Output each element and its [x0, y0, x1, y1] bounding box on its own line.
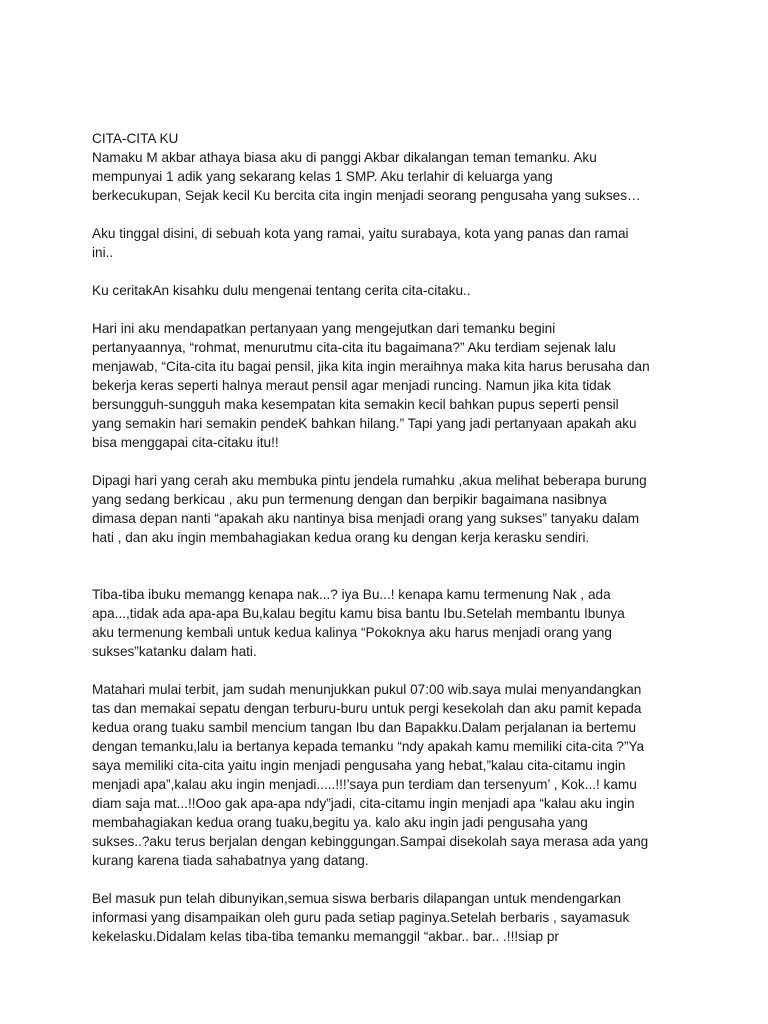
document-title: CITA-CITA KU — [92, 131, 179, 146]
text-line: Dipagi hari yang cerah aku membuka pintu jendela rumahku ,akua melihat beberapa burung — [92, 473, 647, 488]
text-line: informasi yang disampaikan oleh guru pada setiap paginya.Setelah berbaris , sayamasuk — [92, 910, 630, 925]
text-line: apa...,tidak ada apa-apa Bu,kalau begitu kamu bisa bantu Ibu.Setelah membantu Ibunya — [92, 606, 625, 621]
text-line: yang semakin hari semakin pendeK bahkan hilang.” Tapi yang jadi pertanyaan apakah aku — [92, 416, 637, 431]
text-line: mempunyai 1 adik yang sekarang kelas 1 SMP. Aku terlahir di keluarga yang — [92, 169, 553, 184]
paragraph-story-intro — [92, 281, 692, 300]
text-line: Tiba-tiba ibuku memangg kenapa nak...? iya Bu...! kenapa kamu termenung Nak , ada — [92, 587, 611, 602]
text-line: sukses..?aku terus berjalan dengan kebinggungan.Sampai disekolah saya merasa ada yang — [92, 834, 649, 849]
text-line: bersungguh-sungguh maka kesempatan kita semakin kecil bahkan pupus seperti pensil — [92, 397, 619, 412]
text-line: aku termenung kembali untuk kedua kalinya “Pokoknya aku harus menjadi orang yang — [92, 625, 612, 640]
text-line: Namaku M akbar athaya biasa aku di panggi Akbar dikalangan teman temanku. Aku — [92, 150, 597, 165]
text-line: sukses”katanku dalam hati. — [92, 644, 257, 659]
text-line: Bel masuk pun telah dibunyikan,semua siswa berbaris dilapangan untuk mendengarkan — [92, 891, 621, 906]
text-line: bisa menggapai cita-citaku itu!! — [92, 435, 279, 450]
text-line: tas dan memakai sepatu dengan terburu-buru untuk pergi kesekolah dan aku pamit kepada — [92, 701, 642, 716]
paragraph-sunrise — [92, 680, 692, 870]
text-line: kurang karena tiada sahabatnya yang datang. — [92, 853, 369, 868]
text-line: dengan temanku,lalu ia bertanya kepada temanku “ndy apakah kamu memiliki cita-cita ?”Ya — [92, 739, 645, 754]
document-body — [92, 129, 692, 965]
text-line: bekerja keras seperti halnya meraut pensil agar menjadi runcing. Namun jika kita tidak — [92, 378, 612, 393]
text-line: yang sedang berkicau , aku pun termenung dengan dan berpikir bagaimana nasibnya — [92, 492, 607, 507]
text-line: Matahari mulai terbit, jam sudah menunjukkan pukul 07:00 wib.saya mulai menyandangkan — [92, 682, 642, 697]
text-line: kedua orang tuaku sambil mencium tangan Ibu dan Bapakku.Dalam perjalanan ia bertemu — [92, 720, 637, 735]
text-line: Aku tinggal disini, di sebuah kota yang ramai, yaitu surabaya, kota yang panas dan ramai — [92, 226, 629, 241]
paragraph-intro — [92, 148, 692, 205]
text-line: berkecukupan, Sejak kecil Ku bercita cita ingin menjadi seorang pengusaha yang sukses… — [92, 188, 641, 203]
text-line: saya memiliki cita-cita yaitu ingin menjadi pengusaha yang hebat,”kalau cita-citamu ingin — [92, 758, 626, 773]
paragraph-residence — [92, 224, 692, 262]
paragraph-morning — [92, 471, 692, 547]
text-line: ini.. — [92, 245, 114, 260]
text-line: membahagiakan kedua orang tuaku,begitu ya. kalo aku ingin jadi pengusaha yang — [92, 815, 588, 830]
paragraph-question — [92, 319, 692, 452]
paragraph-school-bell — [92, 889, 692, 946]
text-line: menjadi apa”,kalau aku ingin menjadi.....!!!’saya pun terdiam dan tersenyum’ , Kok...! kamu — [92, 777, 637, 792]
text-line: menjawab, “Cita-cita itu bagai pensil, jika kita ingin meraihnya maka kita harus berusaha dan — [92, 359, 650, 374]
text-line: Hari ini aku mendapatkan pertanyaan yang mengejutkan dari temanku begini — [92, 321, 556, 336]
text-line: dimasa depan nanti “apakah aku nantinya bisa menjadi orang yang sukses” tanyaku dalam — [92, 511, 640, 526]
text-line: diam saja mat...!!Ooo gak apa-apa ndy”jadi, cita-citamu ingin menjadi apa “kalau aku ingin — [92, 796, 635, 811]
text-line: Ku ceritakAn kisahku dulu mengenai tentang cerita cita-citaku.. — [92, 283, 471, 298]
paragraph-mother — [92, 585, 692, 661]
text-line: hati , dan aku ingin membahagiakan kedua orang ku dengan kerja kerasku sendiri. — [92, 530, 590, 545]
text-line: kekelasku.Didalam kelas tiba-tiba temanku memanggil “akbar.. bar.. .!!!siap pr — [92, 929, 559, 944]
text-line: pertanyaannya, “rohmat, menurutmu cita-cita itu bagaimana?” Aku terdiam sejenak lalu — [92, 340, 616, 355]
